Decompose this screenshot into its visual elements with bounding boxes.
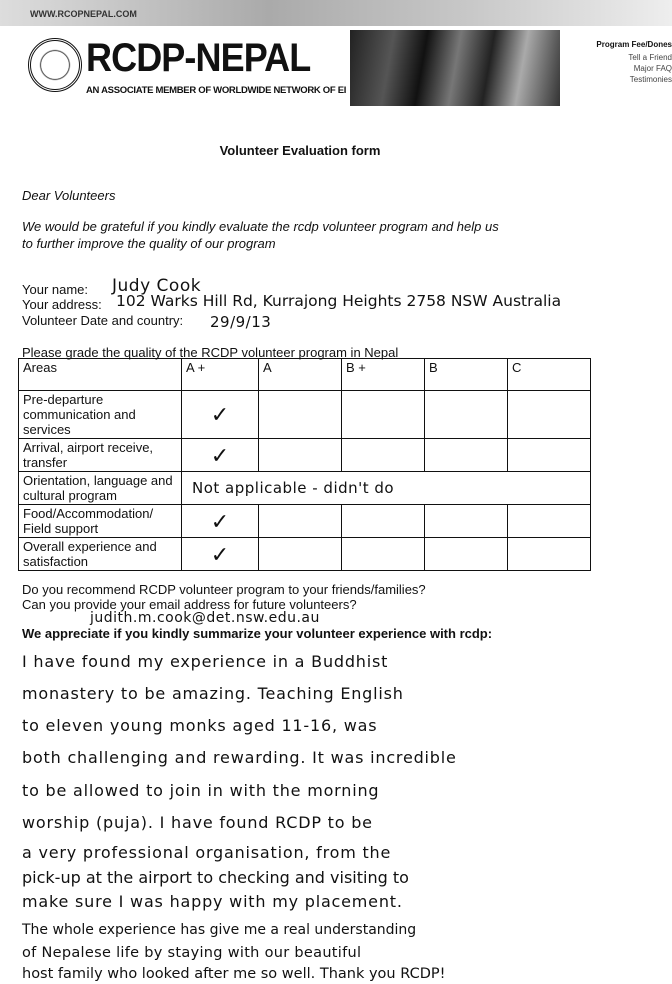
intro-line-1: We would be grateful if you kindly evaluate the rcdp volunteer program and help us xyxy=(22,219,499,234)
area-cell: Overall experience and satisfaction xyxy=(19,538,182,571)
email-value: judith.m.cook@det.nsw.edu.au xyxy=(90,610,320,626)
grading-table xyxy=(18,358,591,571)
story-line: pick-up at the airport to checking and visiting to xyxy=(22,868,409,887)
table-header-row xyxy=(19,359,591,391)
intro-line-2: to further improve the quality of our program xyxy=(22,236,276,251)
name-label: Your name: xyxy=(22,282,89,297)
date-value: 29/9/13 xyxy=(210,313,272,331)
name-value: Judy Cook xyxy=(112,276,202,296)
rcdp-seal-logo xyxy=(28,38,82,92)
nav-tell-friend: Tell a Friend xyxy=(628,53,672,62)
header-b-plus: B + xyxy=(342,359,425,391)
header-a-plus: A + xyxy=(182,359,259,391)
table-row xyxy=(19,472,591,505)
recommend-question: Do you recommend RCDP volunteer program to your friends/families? xyxy=(22,582,426,597)
header-a: A xyxy=(259,359,342,391)
area-cell: Food/Accommodation/ Field support xyxy=(19,505,182,538)
check-mark: ✓ xyxy=(182,538,259,571)
story-line: I have found my experience in a Buddhist xyxy=(22,652,389,671)
grade-prompt: Please grade the quality of the RCDP volunteer program in Nepal xyxy=(22,345,399,360)
area-cell: Pre-departure communication and services xyxy=(19,391,182,439)
story-line: a very professional organisation, from the xyxy=(22,843,392,862)
story-line: to be allowed to join in with the morning xyxy=(22,781,380,800)
check-mark: ✓ xyxy=(182,505,259,538)
story-line: of Nepalese life by staying with our beautiful xyxy=(22,945,362,961)
website-url: WWW.RCOPNEPAL.COM xyxy=(30,9,137,19)
rcdp-logo: RCDP-NEPAL xyxy=(86,36,311,80)
nav-testimonies: Testimonies xyxy=(629,75,672,84)
story-line: worship (puja). I have found RCDP to be xyxy=(22,813,373,832)
header-areas: Areas xyxy=(19,359,182,391)
area-cell: Arrival, airport receive, transfer xyxy=(19,439,182,472)
table-row xyxy=(19,505,591,538)
nav-faq: Major FAQ xyxy=(633,64,672,73)
table-row xyxy=(19,391,591,439)
story-line: make sure I was happy with my placement. xyxy=(22,892,403,911)
tagline: AN ASSOCIATE MEMBER OF WORLDWIDE NETWORK OF EI xyxy=(86,85,347,96)
nav-program-fee: Program Fee/Dones xyxy=(596,40,672,49)
header-b: B xyxy=(425,359,508,391)
date-label: Volunteer Date and country: xyxy=(22,313,184,328)
form-title: Volunteer Evaluation form xyxy=(219,143,381,158)
table-row xyxy=(19,439,591,472)
story-line: The whole experience has give me a real understanding xyxy=(22,922,417,938)
address-label: Your address: xyxy=(22,297,102,312)
story-line: both challenging and rewarding. It was incredible xyxy=(22,748,457,767)
greeting: Dear Volunteers xyxy=(22,188,116,203)
table-row xyxy=(19,538,591,571)
email-question: Can you provide your email address for future volunteers? xyxy=(22,597,357,612)
check-mark: ✓ xyxy=(182,439,259,472)
header-photo xyxy=(350,30,560,106)
not-applicable-note: Not applicable - didn't do xyxy=(182,472,591,505)
story-line: monastery to be amazing. Teaching English xyxy=(22,684,404,703)
story-line: host family who looked after me so well. Thank you RCDP! xyxy=(22,966,446,982)
address-value: 102 Warks Hill Rd, Kurrajong Heights 2758 NSW Australia xyxy=(116,292,562,310)
area-cell: Orientation, language and cultural program xyxy=(19,472,182,505)
header-c: C xyxy=(508,359,591,391)
summary-prompt: We appreciate if you kindly summarize your volunteer experience with rcdp: xyxy=(22,626,493,641)
check-mark: ✓ xyxy=(182,391,259,439)
story-line: to eleven young monks aged 11-16, was xyxy=(22,716,378,735)
